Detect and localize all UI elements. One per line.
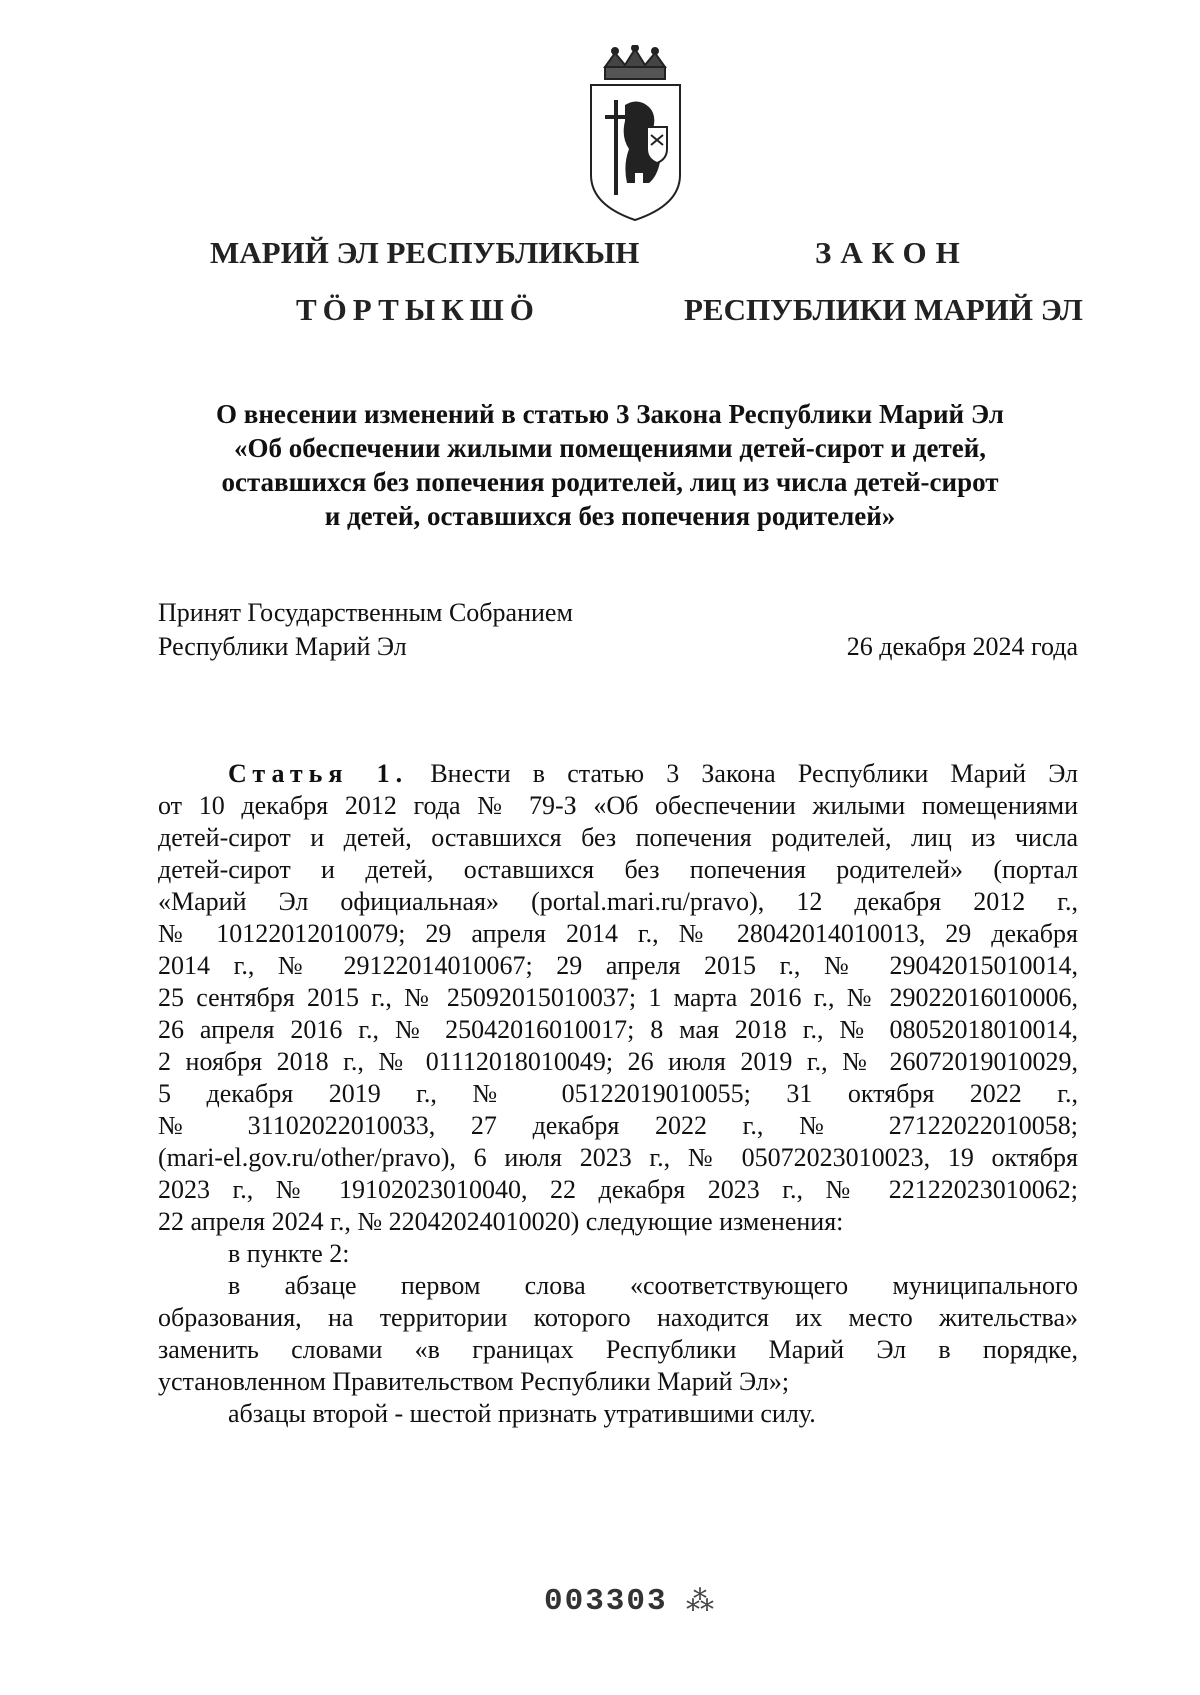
article-1-first-line: [158, 758, 1078, 790]
paragraph-1-line: в абзаце первом слова «соответствующего муниципального: [228, 1271, 1078, 1300]
article-line: № 31102022010033, 27 декабря 2022 г., № 27122022010058;: [158, 1111, 1078, 1140]
paragraph-1-line: заменить словами «в границах Республики Марий Эл в порядке,: [158, 1335, 1078, 1364]
article-line: 2014 г., № 29122014010067; 29 апреля 2015 г., № 29042015010014,: [158, 951, 1078, 980]
law-title-line: О внесении изменений в статью 3 Закона Республики Марий Эл: [216, 399, 1004, 429]
article-line: 2023 г., № 19102023010040, 22 декабря 2023 г., № 22122023010062;: [158, 1175, 1078, 1204]
law-title-line: и детей, оставшихся без попечения родителей»: [324, 501, 896, 531]
adoption-info: [158, 596, 573, 664]
asterisk-mark-icon: ⁂: [686, 1586, 714, 1617]
header-left-line2: ТӦРТЫКШӦ: [296, 292, 540, 327]
article-line: 25 сентября 2015 г., № 25092015010037; 1 марта 2016 г., № 29022016010006,: [158, 983, 1078, 1012]
article-line: 26 апреля 2016 г., № 25042016010017; 8 мая 2018 г., № 08052018010014,: [158, 1015, 1078, 1044]
header-right-line1: ЗАКОН: [815, 235, 969, 270]
serial-number: 003303: [544, 1584, 668, 1619]
header-left-line1: МАРИЙ ЭЛ РЕСПУБЛИКЫН: [210, 235, 640, 270]
law-title-line: «Об обеспечении жилыми помещениями детей-сирот и детей,: [233, 433, 987, 463]
law-title-line: оставшихся без попечения родителей, лиц из числа детей-сирот: [221, 467, 999, 497]
point-2-heading: в пункте 2:: [228, 1239, 350, 1268]
article-line: (mari-el.gov.ru/other/pravo), 6 июля 2023 г., № 05072023010023, 19 октября: [158, 1143, 1078, 1172]
header-right-line2: РЕСПУБЛИКИ МАРИЙ ЭЛ: [684, 292, 1083, 327]
paragraph-1-line: образования, на территории которого находится их место жительства»: [158, 1303, 1078, 1332]
article-line: № 10122012010079; 29 апреля 2014 г., № 28042014010013, 29 декабря: [158, 919, 1078, 948]
article-line: от 10 декабря 2012 года № 79-З «Об обеспечении жилыми помещениями: [158, 791, 1078, 820]
adoption-line2: Республики Марий Эл: [158, 632, 407, 661]
article-line: детей-сирот и детей, оставшихся без попечения родителей» (портал: [158, 855, 1078, 884]
article-label: Статья 1.: [228, 759, 409, 788]
article-line: 2 ноября 2018 г., № 01112018010049; 26 июля 2019 г., № 26072019010029,: [158, 1047, 1078, 1076]
coat-of-arms-emblem: [583, 45, 688, 225]
article-line: «Марий Эл официальная» (portal.mari.ru/pravo), 12 декабря 2012 г.,: [158, 887, 1078, 916]
article-line: 5 декабря 2019 г., № 05122019010055; 31 октября 2022 г.,: [158, 1079, 1078, 1108]
article-1-first-line-text: Внести в статью 3 Закона Республики Марий Эл: [430, 759, 1079, 788]
article-line-last: 22 апреля 2024 г., № 22042024010020) следующие изменения:: [158, 1207, 844, 1236]
law-title: [160, 397, 1060, 533]
paragraph-2-line: абзацы второй - шестой признать утратившими силу.: [228, 1399, 816, 1428]
adoption-date: 26 декабря 2024 года: [846, 632, 1078, 661]
paragraph-1-last-line: установленном Правительством Республики Марий Эл»;: [158, 1367, 790, 1396]
adoption-line1: Принят Государственным Собранием: [158, 598, 573, 627]
article-line: детей-сирот и детей, оставшихся без попечения родителей, лиц из числа: [158, 823, 1078, 852]
article-1-body: [158, 758, 1078, 1430]
